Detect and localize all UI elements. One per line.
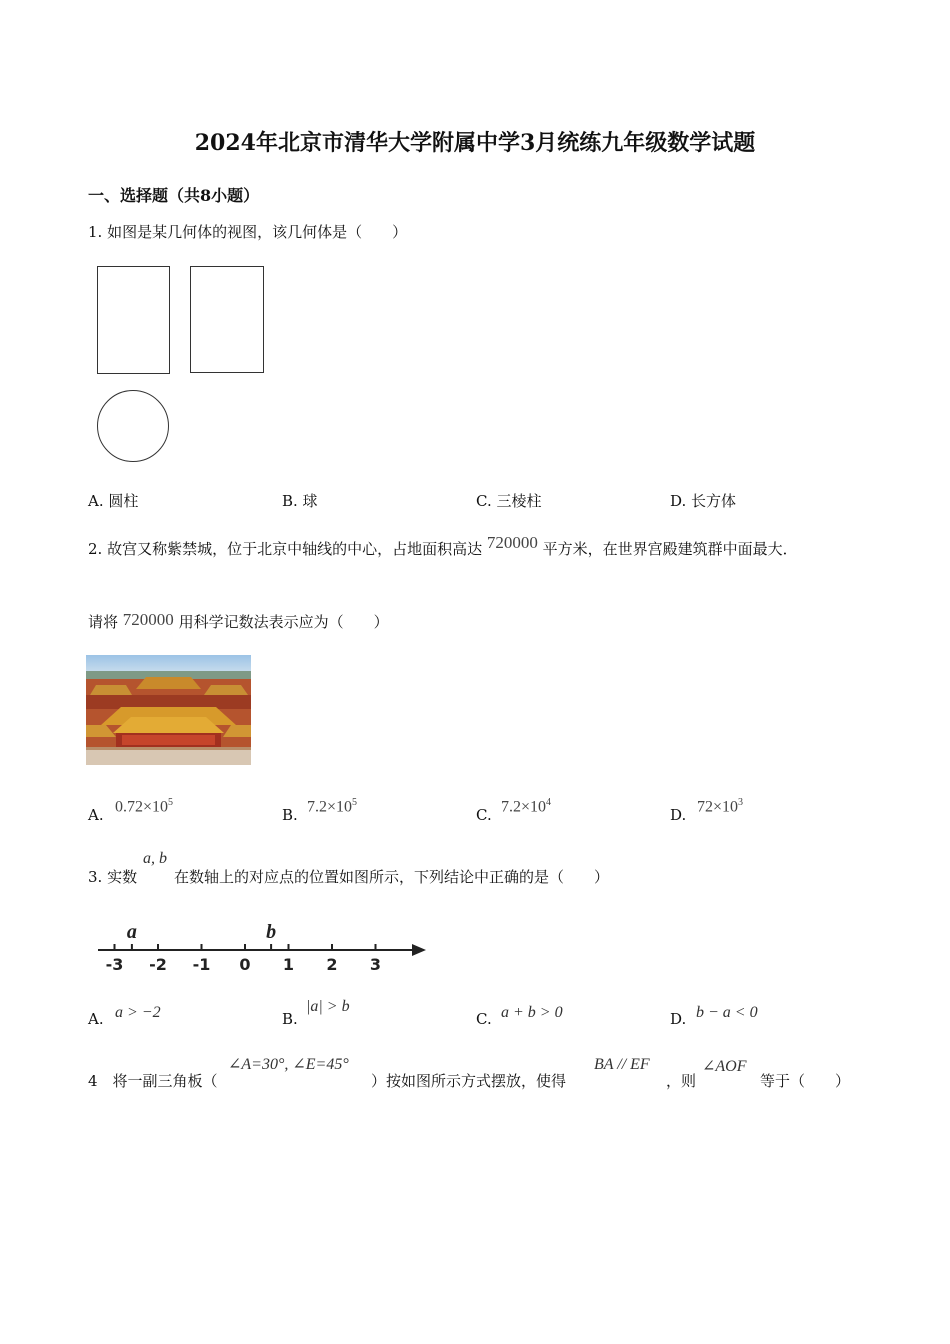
number-line-tick-label: 3 [369, 955, 382, 974]
q3-option-d-expr[interactable]: b − a < 0 [696, 1004, 758, 1021]
q3-option-d-label[interactable]: D. [670, 1010, 687, 1028]
q2-option-b-expr[interactable]: $7.2\times 10^5$ [307, 797, 358, 816]
q2-option-c-label[interactable]: C. [476, 806, 492, 824]
q3-option-b-expr[interactable]: |a| > b [306, 998, 350, 1015]
forbidden-city-photo [86, 655, 251, 765]
q2-number-repeat: 720000 [122, 610, 174, 629]
question-4-text-a: 4 将一副三角板（ [88, 1072, 218, 1090]
q3-option-b-label[interactable]: B. [282, 1010, 298, 1028]
page-title: 2024年北京市清华大学附属中学3月统练九年级数学试题 [194, 130, 756, 156]
question-3-text-b: 在数轴上的对应点的位置如图所示，下列结论中正确的是（ ） [174, 868, 610, 886]
q1-option-c[interactable]: C. 三棱柱 [476, 492, 542, 510]
q2-option-c-expr[interactable]: $7.2\times 10^4$ [501, 797, 552, 816]
section-heading: 一、选择题（共8小题） [88, 186, 260, 205]
q2-number: 720000 [486, 533, 538, 552]
number-line-point-label: b [266, 921, 277, 943]
q2-option-a-expr[interactable]: $0.72\times 10^5$ [115, 797, 174, 816]
q3-vars: a, b [143, 850, 167, 867]
number-line-arrow [412, 944, 426, 956]
q2-text-a: 2. 故宫又称紫禁城，位于北京中轴线的中心，占地面积高达 [88, 540, 483, 558]
q1-option-b[interactable]: B. 球 [282, 492, 318, 510]
q2-option-a-label[interactable]: A. [88, 806, 104, 824]
question-1-text: 1. 如图是某几何体的视图，该几何体是（ ） [88, 223, 408, 241]
q3-option-c-expr[interactable]: a + b > 0 [501, 1004, 563, 1021]
q3-option-c-label[interactable]: C. [476, 1010, 492, 1028]
number-line-tick-label: 1 [282, 955, 295, 974]
number-line-tick-label: -3 [105, 955, 124, 974]
side-view-rectangle [190, 266, 264, 373]
number-line-tick-label: 2 [326, 955, 338, 974]
q4-angle-aof: ∠AOF [702, 1058, 747, 1075]
q2-text-c: 请将 [88, 613, 119, 631]
number-line-tick-label: -1 [192, 955, 211, 974]
q3-option-a-expr[interactable]: a > −2 [115, 1004, 161, 1021]
number-line-tick-label: 0 [239, 955, 251, 974]
top-view-circle [97, 390, 169, 462]
question-3-text-a: 3. 实数 [88, 868, 138, 886]
number-line-point-label: a [126, 921, 137, 943]
q2-text-d: 用科学记数法表示应为（ ） [178, 613, 389, 631]
number-line-tick-label: -2 [149, 955, 167, 974]
number-line [90, 915, 435, 975]
q4-angles: ∠A=30°, ∠E=45° [228, 1056, 349, 1073]
q1-option-d[interactable]: D. 长方体 [670, 492, 737, 510]
question-4-text-d: 等于（ ） [760, 1072, 851, 1090]
question-2-line-2 [88, 611, 389, 632]
question-4-text-c: ，则 [666, 1072, 697, 1090]
q3-option-a-label[interactable]: A. [88, 1010, 104, 1028]
q2-text-b: 平方米，在世界宫殿建筑群中面最大． [542, 540, 798, 558]
question-2-line-1 [88, 533, 798, 559]
q2-option-d-label[interactable]: D. [670, 806, 687, 824]
q1-option-a[interactable]: A. 圆柱 [88, 492, 139, 510]
question-4-text-b: ）按如图所示方式摆放，使得 [371, 1072, 567, 1090]
q2-option-d-expr[interactable]: $72\times 10^3$ [697, 797, 744, 816]
q2-option-b-label[interactable]: B. [282, 806, 298, 824]
q4-parallel: BA // EF [594, 1056, 650, 1073]
front-view-rectangle [97, 266, 170, 374]
